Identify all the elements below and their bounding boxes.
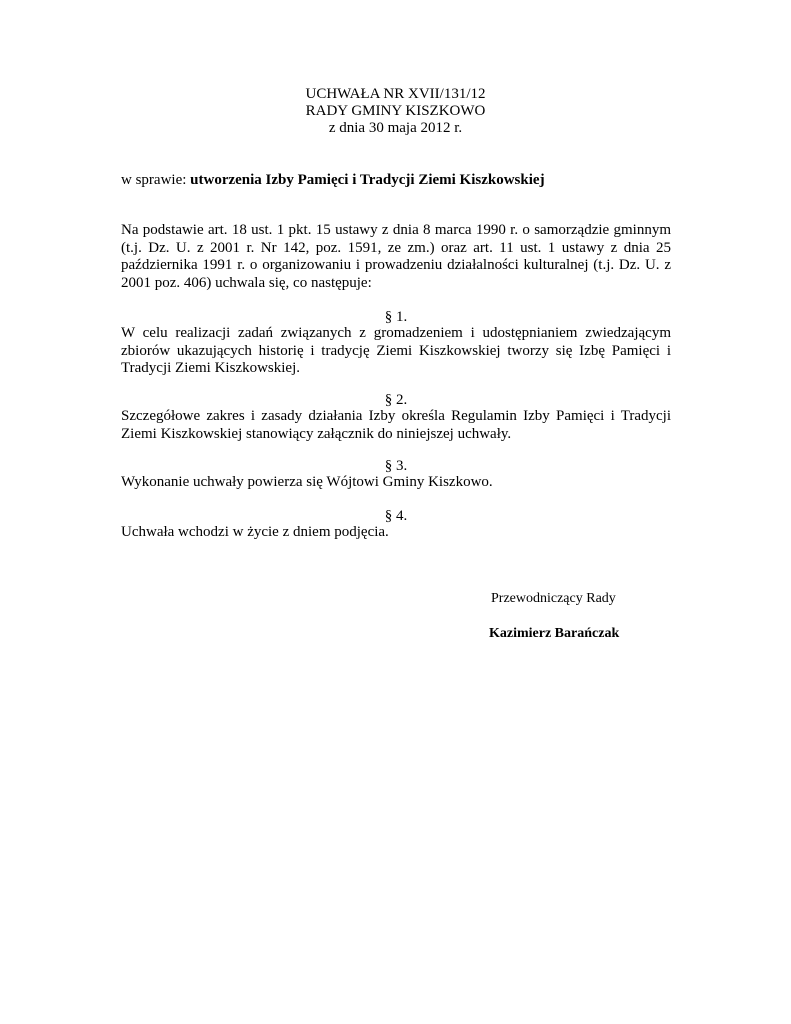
section-1-text: W celu realizacji zadań związanych z gromadzeniem i udostępnianiem zwiedzającym zbiorów ukazujących historię i tradycję Ziemi Kiszkowskiej tworzy się Izbę Pamięci i Tradycji Ziemi Kiszkowskiej. [121,325,671,376]
section-1 [121,325,671,378]
section-3 [121,474,671,492]
preamble-text: Na podstawie art. 18 ust. 1 pkt. 15 ustawy z dnia 8 marca 1990 r. o samorządzie gminnym (t.j. Dz. U. z 2001 r. Nr 142, poz. 1591, ze zm.) oraz art. 11 ust. 1 ustawy z dnia 25 października 1991 r. o organizowaniu i prowadzeniu działalności kulturalnej (t.j. Dz. U. z 2001 poz. 406) uchwala się, co następuje: [121,222,671,291]
resolution-date: z dnia 30 maja 2012 r. [328,120,463,136]
section-4-label: § 4. [384,508,408,524]
section-4-text: Uchwała wchodzi w życie z dniem podjęcia. [121,524,389,540]
section-2-text: Szczegółowe zakres i zasady działania Izby określa Regulamin Izby Pamięci i Tradycji Ziemi Kiszkowskiej stanowiący załącznik do niniejszej uchwały. [121,408,671,442]
signatory-name: Kazimierz Barańczak [489,626,620,641]
section-3-label: § 3. [384,458,408,474]
section-3-text: Wykonanie uchwały powierza się Wójtowi Gminy Kiszkowo. [121,474,493,490]
preamble [121,222,671,292]
section-4 [121,524,671,542]
section-1-label: § 1. [384,309,408,325]
resolution-subject [121,172,545,189]
section-2 [121,408,671,443]
issuing-council: RADY GMINY KISZKOWO [305,103,486,119]
resolution-header [0,86,791,137]
resolution-number: UCHWAŁA NR XVII/131/12 [305,86,486,102]
subject-prefix: w sprawie: [121,172,191,188]
section-2-label: § 2. [384,392,408,408]
signatory-title: Przewodniczący Rady [491,591,616,606]
subject-title: utworzenia Izby Pamięci i Tradycji Ziemi Kiszkowskiej [190,172,545,188]
